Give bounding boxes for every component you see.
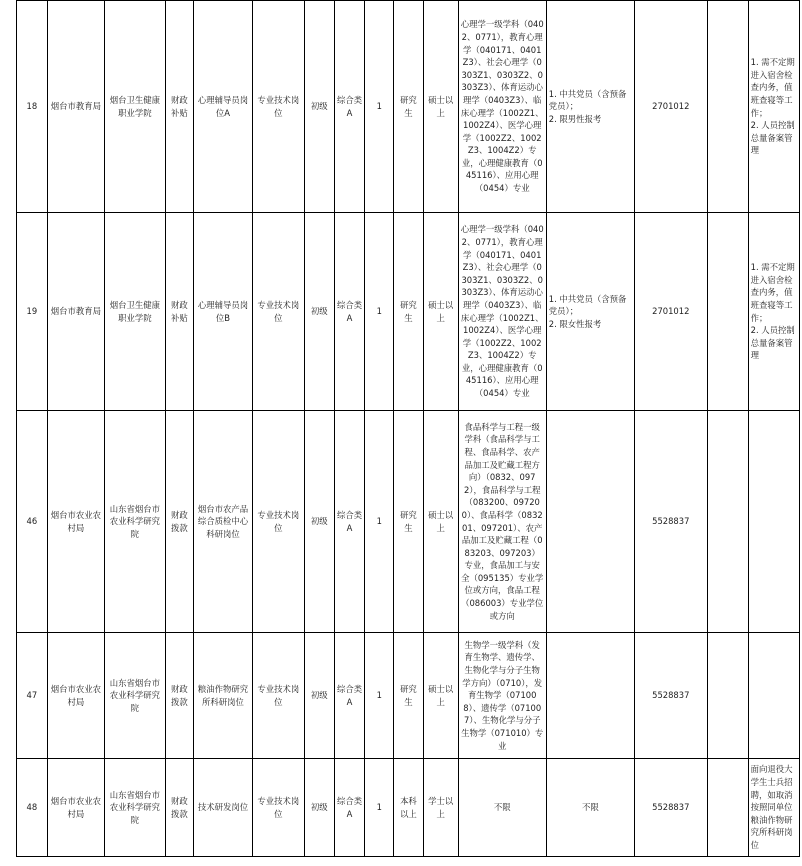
funding-type: 财政补贴	[165, 1, 194, 213]
spacer-cell	[707, 633, 748, 759]
department: 烟台市教育局	[47, 1, 104, 213]
other-requirements	[546, 633, 634, 759]
remarks	[748, 633, 799, 759]
contact-phone: 2701012	[634, 213, 707, 411]
position-category: 专业技术岗位	[252, 213, 304, 411]
recruiting-unit: 山东省烟台市农业科学研究院	[105, 411, 165, 633]
spacer-cell	[707, 1, 748, 213]
table-row	[17, 411, 800, 633]
contact-phone: 5528837	[634, 759, 707, 857]
position-category: 专业技术岗位	[252, 759, 304, 857]
funding-type: 财政补贴	[165, 213, 194, 411]
other-requirements: 1. 中共党员（含预备党员）； 2. 限男性报考	[546, 1, 634, 213]
education-requirement: 研究生	[394, 213, 424, 411]
row-number: 47	[17, 633, 48, 759]
department: 烟台市农业农村局	[47, 633, 104, 759]
table-row	[17, 1, 800, 213]
recruiting-unit: 山东省烟台市农业科学研究院	[105, 633, 165, 759]
position-name: 心理辅导员岗位A	[194, 1, 252, 213]
major-requirement: 不限	[458, 759, 546, 857]
hire-count: 1	[365, 633, 394, 759]
education-requirement: 本科以上	[394, 759, 424, 857]
position-level: 初级	[304, 759, 334, 857]
table-row	[17, 213, 800, 411]
position-name: 心理辅导员岗位B	[194, 213, 252, 411]
recruiting-unit: 烟台卫生健康职业学院	[105, 1, 165, 213]
other-requirements	[546, 411, 634, 633]
funding-type: 财政拨款	[165, 759, 194, 857]
row-number: 48	[17, 759, 48, 857]
row-number: 19	[17, 213, 48, 411]
major-requirement: 食品科学与工程一级学科（食品科学与工程、食品科学、农产品加工及贮藏工程方向）（0832、0972），食品科学与工程（083200、097200）、食品科学（083201、097201）、农产品加工及贮藏工程（083203、097203）专业，食品加工与安全（095135）专业学位或方向，食品工程（086003）专业学位或方向	[458, 411, 546, 633]
department: 烟台市农业农村局	[47, 759, 104, 857]
education-requirement: 研究生	[394, 1, 424, 213]
position-level: 初级	[304, 1, 334, 213]
department: 烟台市农业农村局	[47, 411, 104, 633]
exam-type: 综合类A	[334, 759, 365, 857]
spacer-cell	[707, 213, 748, 411]
position-level: 初级	[304, 213, 334, 411]
exam-type: 综合类A	[334, 1, 365, 213]
hire-count: 1	[365, 1, 394, 213]
row-number: 18	[17, 1, 48, 213]
recruitment-table	[16, 0, 800, 857]
hire-count: 1	[365, 759, 394, 857]
hire-count: 1	[365, 411, 394, 633]
spacer-cell	[707, 759, 748, 857]
position-name: 技术研发岗位	[194, 759, 252, 857]
remarks	[748, 411, 799, 633]
recruiting-unit: 烟台卫生健康职业学院	[105, 213, 165, 411]
table-row	[17, 633, 800, 759]
degree-requirement: 硕士以上	[423, 411, 458, 633]
funding-type: 财政拨款	[165, 633, 194, 759]
position-category: 专业技术岗位	[252, 411, 304, 633]
hire-count: 1	[365, 213, 394, 411]
remarks: 1. 需不定期进入宿舍检查内务，值班查寝等工作； 2. 人员控制总量备案管理	[748, 213, 799, 411]
position-name: 粮油作物研究所科研岗位	[194, 633, 252, 759]
recruiting-unit: 山东省烟台市农业科学研究院	[105, 759, 165, 857]
education-requirement: 研究生	[394, 633, 424, 759]
remarks: 面向退役大学生士兵招聘，如取消按照同单位粮油作物研究所科研岗位	[748, 759, 799, 857]
position-category: 专业技术岗位	[252, 633, 304, 759]
position-level: 初级	[304, 633, 334, 759]
degree-requirement: 硕士以上	[423, 1, 458, 213]
degree-requirement: 硕士以上	[423, 213, 458, 411]
other-requirements: 1. 中共党员（含预备党员）； 2. 限女性报考	[546, 213, 634, 411]
other-requirements: 不限	[546, 759, 634, 857]
position-category: 专业技术岗位	[252, 1, 304, 213]
row-number: 46	[17, 411, 48, 633]
contact-phone: 5528837	[634, 633, 707, 759]
position-level: 初级	[304, 411, 334, 633]
remarks: 1. 需不定期进入宿舍检查内务，值班查寝等工作； 2. 人员控制总量备案管理	[748, 1, 799, 213]
contact-phone: 2701012	[634, 1, 707, 213]
degree-requirement: 学士以上	[423, 759, 458, 857]
degree-requirement: 硕士以上	[423, 633, 458, 759]
table-row	[17, 759, 800, 857]
major-requirement: 心理学一级学科（0402、0771），教育心理学（040171、0401Z3）、社会心理学（0303Z1、0303Z2、0303Z3）、体育运动心理学（0403Z3）、临床心理学（1002Z1、1002Z4）、医学心理学（1002Z2、1002Z3、1004Z2）专业，心理健康教育（045116）、应用心理（0454）专业	[458, 213, 546, 411]
spacer-cell	[707, 411, 748, 633]
exam-type: 综合类A	[334, 213, 365, 411]
exam-type: 综合类A	[334, 411, 365, 633]
position-name: 烟台市农产品综合质检中心科研岗位	[194, 411, 252, 633]
major-requirement: 生物学一级学科（发育生物学、遗传学、生物化学与分子生物学方向）（0710），发育生物学（071008）、遗传学（071007）、生物化学与分子生物学（071010）专业	[458, 633, 546, 759]
contact-phone: 5528837	[634, 411, 707, 633]
department: 烟台市教育局	[47, 213, 104, 411]
major-requirement: 心理学一级学科（0402、0771），教育心理学（040171、0401Z3）、社会心理学（0303Z1、0303Z2、0303Z3）、体育运动心理学（0403Z3）、临床心理学（1002Z1、1002Z4）、医学心理学（1002Z2、1002Z3、1004Z2）专业，心理健康教育（045116）、应用心理（0454）专业	[458, 1, 546, 213]
funding-type: 财政拨款	[165, 411, 194, 633]
exam-type: 综合类A	[334, 633, 365, 759]
education-requirement: 研究生	[394, 411, 424, 633]
